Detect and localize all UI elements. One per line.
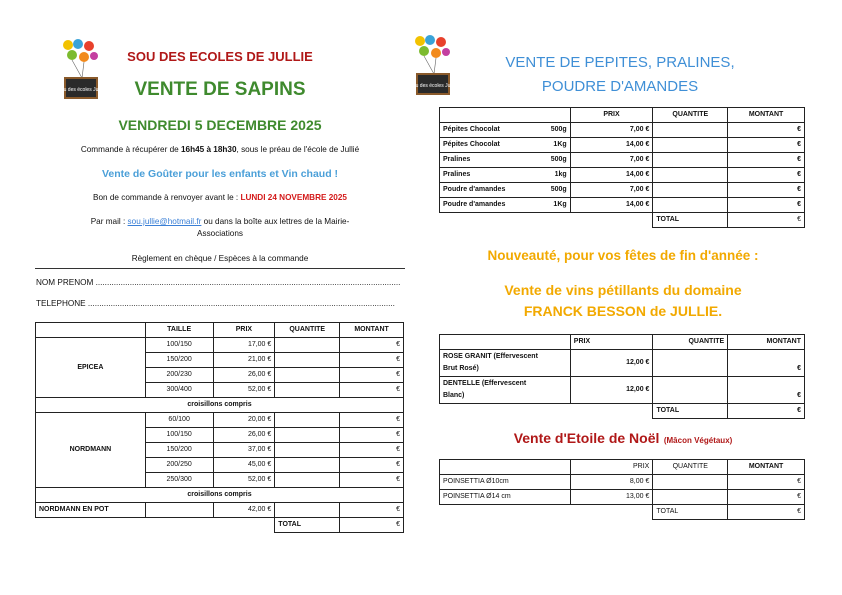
phone-field[interactable]: TELEPHONE ....................................................................................................................................... xyxy=(36,299,395,308)
header-price: PRIX xyxy=(570,460,653,475)
wine-table xyxy=(439,334,805,419)
quantity-cell[interactable] xyxy=(653,350,728,377)
table-row: Pralines 500g 7,00 € € xyxy=(440,153,805,168)
table-row: Poudre d'amandes 500g 7,00 € € xyxy=(440,183,805,198)
table-row: 250/300 52,00 € € xyxy=(36,473,404,488)
epicea-label: EPICEA xyxy=(36,338,146,398)
total-label: TOTAL xyxy=(653,505,728,520)
association-name: SOU DES ECOLES DE JULLIE xyxy=(127,49,313,64)
total-amount: € xyxy=(728,404,805,419)
return-deadline: Bon de commande à renvoyer avant le : LUNDI 24 NOVEMBRE 2025 xyxy=(93,193,347,202)
header-quantity: QUANTITE xyxy=(653,460,728,475)
table-row: DENTELLE (Effervescent Blanc) 12,00 € € xyxy=(440,377,805,404)
table-row: ROSE GRANIT (Effervescent Brut Rosé) 12,00 € € xyxy=(440,350,805,377)
total-amount: € xyxy=(728,213,805,228)
quantity-cell[interactable] xyxy=(275,428,340,443)
sweets-title: VENTE DE PEPITES, PRALINES, POUDRE D'AMANDES xyxy=(505,54,735,95)
quantity-cell[interactable] xyxy=(275,383,340,398)
header-price: PRIX xyxy=(570,108,653,123)
table-row: POINSETTIA Ø14 cm 13,00 € € xyxy=(440,490,805,505)
nordmann-label: NORDMANN xyxy=(36,413,146,488)
pickup-info: Commande à récupérer de 16h45 à 18h30, sous le préau de l'école de Jullié xyxy=(80,145,360,154)
table-row: NORDMANN 60/100 20,00 € € xyxy=(36,413,404,428)
total-label: TOTAL xyxy=(275,518,340,533)
page-title: VENTE DE SAPINS xyxy=(134,79,306,100)
header-amount: MONTANT xyxy=(728,460,805,475)
quantity-cell[interactable] xyxy=(653,198,728,213)
total-label: TOTAL xyxy=(653,404,728,419)
payment-info: Règlement en chèque / Espèces à la commande xyxy=(131,254,309,263)
quantity-cell[interactable] xyxy=(275,338,340,353)
quantity-cell[interactable] xyxy=(653,475,728,490)
table-row: POINSETTIA Ø10cm 8,00 € € xyxy=(440,475,805,490)
gouter-info: Vente de Goûter pour les enfants et Vin chaud ! xyxy=(101,168,339,180)
table-row: Pralines 1kg 14,00 € € xyxy=(440,168,805,183)
header-price: PRIX xyxy=(570,335,653,350)
novelty-heading: Nouveauté, pour vos fêtes de fin d'année : xyxy=(487,248,759,263)
logo-board-text: Sou des écoles Jullié xyxy=(409,83,457,89)
quantity-cell[interactable] xyxy=(275,368,340,383)
table-row: 150/200 37,00 € € xyxy=(36,443,404,458)
header-amount: MONTANT xyxy=(340,323,404,338)
table-row: 300/400 52,00 € € xyxy=(36,383,404,398)
quantity-cell[interactable] xyxy=(653,123,728,138)
total-amount: € xyxy=(340,518,404,533)
table-row: 200/230 26,00 € € xyxy=(36,368,404,383)
quantity-cell[interactable] xyxy=(653,168,728,183)
header-quantity: QUANTITE xyxy=(275,323,340,338)
quantity-cell[interactable] xyxy=(653,138,728,153)
table-row: Pépites Chocolat 500g 7,00 € € xyxy=(440,123,805,138)
trees-table xyxy=(35,322,404,533)
sweets-table xyxy=(439,107,805,228)
quantity-cell[interactable] xyxy=(275,413,340,428)
quantity-cell[interactable] xyxy=(275,443,340,458)
header-quantity: QUANTITE xyxy=(653,108,728,123)
divider xyxy=(35,268,405,269)
quantity-cell[interactable] xyxy=(653,153,728,168)
name-field[interactable]: NOM PRENOM ...................................................................................................................................... xyxy=(36,278,401,287)
quantity-cell[interactable] xyxy=(275,473,340,488)
star-heading: Vente d'Etoile de Noël (Mâcon Végétaux) xyxy=(513,430,733,446)
header-size: TAILLE xyxy=(145,323,213,338)
quantity-cell[interactable] xyxy=(275,353,340,368)
header-quantity: QUANTITE xyxy=(653,335,728,350)
logo-board-text: Sou des écoles Jullié xyxy=(57,87,105,93)
mail-info: Par mail : sou.jullie@hotmail.fr ou dans la boîte aux lettres de la Mairie- Associations xyxy=(90,217,350,238)
croisillons-note-2: croisillons compris xyxy=(36,488,404,503)
email-link[interactable]: sou.jullie@hotmail.fr xyxy=(127,217,202,226)
header-amount: MONTANT xyxy=(728,108,805,123)
quantity-cell[interactable] xyxy=(653,490,728,505)
quantity-cell[interactable] xyxy=(653,183,728,198)
table-row: NORDMANN EN POT 42,00 € € xyxy=(36,503,404,518)
table-row: 100/150 26,00 € € xyxy=(36,428,404,443)
quantity-cell[interactable] xyxy=(653,377,728,404)
croisillons-note: croisillons compris xyxy=(36,398,404,413)
quantity-cell[interactable] xyxy=(275,503,340,518)
star-table xyxy=(439,459,805,520)
table-row: EPICEA 100/150 17,00 € € xyxy=(36,338,404,353)
total-label: TOTAL xyxy=(653,213,728,228)
school-logo-right xyxy=(409,34,457,98)
quantity-cell[interactable] xyxy=(275,458,340,473)
table-row: Poudre d'amandes 1Kg 14,00 € € xyxy=(440,198,805,213)
wine-heading: Vente de vins pétillants du domaine FRANCK BESSON de JULLIE. xyxy=(504,282,742,319)
table-row: Pépites Chocolat 1Kg 14,00 € € xyxy=(440,138,805,153)
pot-label: NORDMANN EN POT xyxy=(36,503,146,518)
table-row: 200/250 45,00 € € xyxy=(36,458,404,473)
header-price: PRIX xyxy=(213,323,275,338)
total-amount: € xyxy=(728,505,805,520)
sale-date: VENDREDI 5 DECEMBRE 2025 xyxy=(118,117,322,133)
school-logo-left xyxy=(57,38,105,102)
header-amount: MONTANT xyxy=(728,335,805,350)
table-row: 150/200 21,00 € € xyxy=(36,353,404,368)
